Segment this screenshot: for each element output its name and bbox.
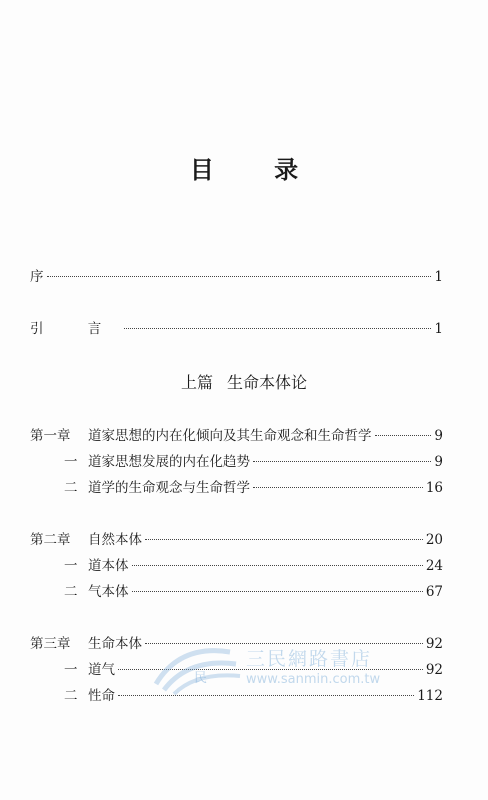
watermark-url: www.sanmin.com.tw (246, 672, 381, 687)
entry-page: 20 (425, 532, 443, 548)
entry-label: 引 言 (30, 321, 122, 337)
entry-page: 92 (425, 636, 443, 652)
entry-title: 道学的生命观念与生命哲学 (88, 480, 250, 496)
logo-char: 民 (194, 671, 208, 686)
entry-number: 第一章 (30, 428, 71, 444)
dot-leader (145, 643, 423, 644)
toc-entry-introduction[interactable] (30, 317, 443, 337)
entry-number: 第二章 (30, 532, 71, 548)
toc-entry-chapter-1-section-1[interactable] (30, 450, 443, 470)
entry-label: 序 (30, 269, 44, 285)
entry-page: 9 (434, 454, 443, 470)
entry-title: 道本体 (88, 558, 129, 574)
dot-leader (253, 461, 431, 462)
entry-page: 9 (434, 428, 443, 444)
entry-number: 一 (64, 558, 78, 574)
entry-title: 道气 (88, 662, 115, 678)
entry-title: 道家思想的内在化倾向及其生命观念和生命哲学 (88, 428, 372, 444)
entry-title: 性命 (88, 688, 115, 704)
toc-entry-chapter-2[interactable] (30, 528, 443, 548)
toc-entry-chapter-1-section-2[interactable] (30, 476, 443, 496)
toc-entry-chapter-2-section-2[interactable] (30, 580, 443, 600)
entry-page: 16 (425, 480, 443, 496)
entry-page: 1 (434, 269, 443, 285)
entry-number: 第三章 (30, 636, 71, 652)
dot-leader (47, 276, 432, 277)
dot-leader (118, 669, 423, 670)
part-title (0, 370, 488, 393)
toc-entry-chapter-2-section-1[interactable] (30, 554, 443, 574)
dot-leader (132, 591, 423, 592)
entry-number: 二 (64, 584, 78, 600)
entry-title: 道家思想发展的内在化趋势 (88, 454, 250, 470)
entry-number: 二 (64, 688, 78, 704)
toc-entry-preface[interactable] (30, 265, 443, 285)
part-name: 生命本体论 (227, 373, 308, 392)
entry-title: 气本体 (88, 584, 129, 600)
toc-entry-chapter-3[interactable] (30, 632, 443, 652)
dot-leader (132, 565, 423, 566)
toc-entry-chapter-1[interactable] (30, 424, 443, 444)
entry-page: 112 (417, 688, 443, 704)
entry-page: 67 (425, 584, 443, 600)
entry-number: 一 (64, 454, 78, 470)
entry-page: 1 (434, 321, 443, 337)
toc-entry-chapter-3-section-2[interactable] (30, 684, 443, 704)
toc-entry-chapter-3-section-1[interactable] (30, 658, 443, 678)
dot-leader (375, 435, 432, 436)
dot-leader (118, 695, 414, 696)
watermark-title: 三民網路書店 (246, 648, 373, 670)
dot-leader (253, 487, 423, 488)
toc-title: 目 录 (189, 156, 325, 184)
entry-number: 二 (64, 480, 78, 496)
entry-number: 一 (64, 662, 78, 678)
entry-title: 生命本体 (88, 636, 142, 652)
entry-page: 92 (425, 662, 443, 678)
dot-leader (145, 539, 423, 540)
entry-title: 自然本体 (88, 532, 142, 548)
part-prefix: 上篇 (180, 373, 213, 392)
entry-page: 24 (425, 558, 443, 574)
dot-leader (124, 328, 431, 329)
